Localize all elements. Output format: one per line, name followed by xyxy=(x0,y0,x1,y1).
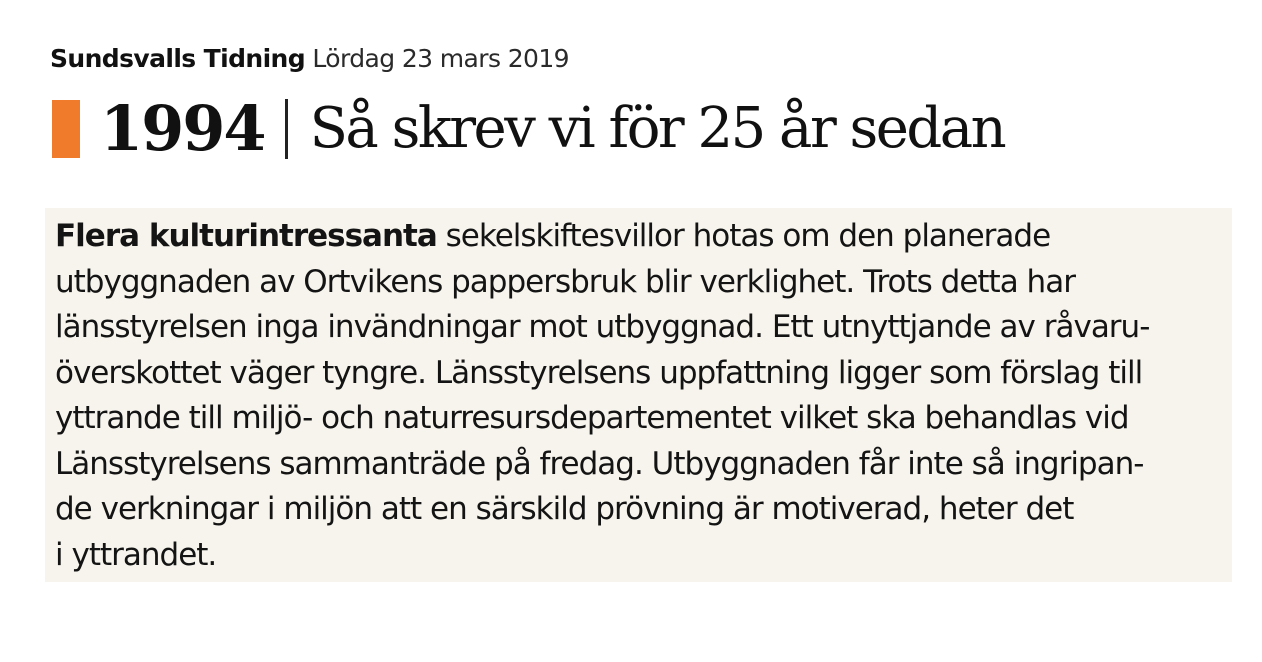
newspaper-name: Sundsvalls Tidning xyxy=(50,44,306,73)
article-line-4: överskottet väger tyngre. Länsstyrelsens uppfattning ligger som förslag till xyxy=(55,354,1143,391)
article-body xyxy=(45,208,1232,582)
headline-divider xyxy=(285,99,288,159)
publication-date: Lördag 23 mars 2019 xyxy=(312,44,569,73)
headline-year: 1994 xyxy=(100,92,265,165)
article-line-7: de verkningar i miljön att en särskild prövning är motiverad, heter det xyxy=(55,491,1074,527)
headline xyxy=(52,92,1005,165)
article-line-6: Länsstyrelsens sammanträde på fredag. Utbyggnaden får inte så ingripan- xyxy=(55,445,1144,482)
headline-title: Så skrev vi för 25 år sedan xyxy=(309,96,1005,161)
article-line-2: utbyggnaden av Ortvikens pappersbruk blir verklighet. Trots detta har xyxy=(55,263,1075,300)
article-lead: Flera kulturintressanta xyxy=(55,218,437,254)
masthead xyxy=(50,44,569,73)
orange-accent-block xyxy=(52,100,80,158)
article-line-1 xyxy=(55,214,1224,260)
article-line-5: yttrande till miljö- och naturresursdepartementet vilket ska behandlas vid xyxy=(55,400,1129,436)
article-line-8: i yttrandet. xyxy=(55,536,217,573)
article-line-1-text: sekelskiftesvillor hotas om den planerade xyxy=(436,218,1051,254)
article-line-3: länsstyrelsen inga invändningar mot utbyggnad. Ett utnyttjande av råvaru- xyxy=(55,309,1150,345)
